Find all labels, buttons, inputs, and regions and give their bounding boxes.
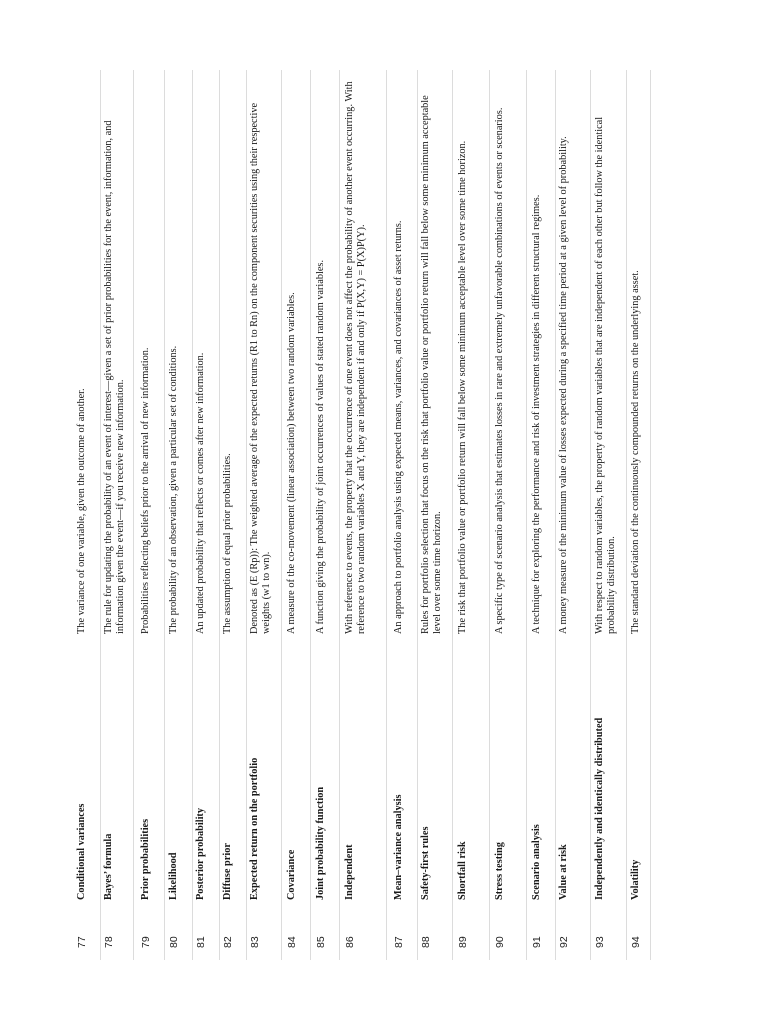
definition: The standard deviation of the continuously compounded returns on the underlying asset. xyxy=(630,270,641,634)
table-row xyxy=(195,70,220,960)
definition: An approach to portfolio analysis using expected means, variances, and covariances of asset returns. xyxy=(393,220,404,634)
row-number: 86 xyxy=(344,936,356,948)
table-row xyxy=(558,70,591,960)
term: Volatility xyxy=(630,859,641,900)
definition: A specific type of scenario analysis that estimates losses in rare and extremely unfavorable combinations of events or scenarios. xyxy=(494,107,505,634)
definition: Denoted as (E (Rp)): The weighted average of the expected returns (R1 to Rn) on the component securities using their respective weights (w1 to wn). xyxy=(249,102,272,634)
table-row xyxy=(531,70,556,960)
row-number: 82 xyxy=(222,936,234,948)
term: Safety-first rules xyxy=(420,826,431,900)
definition: An updated probability that reflects or comes after new information. xyxy=(195,352,206,634)
definition: The probability of an observation, given a particular set of conditions. xyxy=(168,345,179,634)
table-row xyxy=(103,70,134,960)
definition: The assumption of equal prior probabilities. xyxy=(222,453,233,634)
term: Covariance xyxy=(286,849,297,900)
table-row xyxy=(393,70,418,960)
row-number: 84 xyxy=(286,936,298,948)
table-row xyxy=(222,70,247,960)
term: Scenario analysis xyxy=(531,824,542,900)
table-row xyxy=(457,70,490,960)
row-number: 94 xyxy=(630,936,642,948)
table-row xyxy=(494,70,527,960)
definition: The risk that portfolio value or portfolio return will fall below some minimum acceptable level over some time horizon. xyxy=(457,140,468,634)
definition: A measure of the co-movement (linear association) between two random variables. xyxy=(286,292,297,634)
row-number: 90 xyxy=(494,936,506,948)
table-row xyxy=(286,70,311,960)
glossary-table xyxy=(64,70,654,960)
row-number: 83 xyxy=(249,936,261,948)
term: Stress testing xyxy=(494,842,505,900)
definition: Rules for portfolio selection that focus on the risk that portfolio value or portfolio return will fall below some minimum acceptable level over some time horizon. xyxy=(420,95,443,634)
term: Independent xyxy=(344,844,355,900)
table-row xyxy=(140,70,165,960)
definition: The rule for updating the probability of an event of interest—given a set of prior probabilities for the event, information, and information given the event—if you receive new information. xyxy=(103,120,126,634)
term: Posterior probability xyxy=(195,807,206,900)
term: Diffuse prior xyxy=(222,843,233,900)
term: Bayes’ formula xyxy=(103,833,114,900)
term: Prior probabilities xyxy=(140,818,151,900)
definition: The variance of one variable, given the outcome of another. xyxy=(76,388,87,634)
term: Shortfall risk xyxy=(457,841,468,900)
definition: A money measure of the minimum value of losses expected during a specified time period at a given level of probability. xyxy=(558,136,569,634)
definition: With reference to events, the property that the occurrence of one event does not affect the probability of another event occurring. With reference to two random variables X and Y, they are independent if and only if P(X,Y) = P(X)P(Y). xyxy=(344,81,367,634)
table-row xyxy=(344,70,387,960)
row-number: 78 xyxy=(103,936,115,948)
definition: A technique for exploring the performance and risk of investment strategies in different structural regimes. xyxy=(531,194,542,634)
row-number: 85 xyxy=(315,936,327,948)
table-row xyxy=(168,70,193,960)
table-row xyxy=(76,70,101,960)
term: Conditional variances xyxy=(76,803,87,900)
table-row xyxy=(594,70,627,960)
definition: With respect to random variables, the property of random variables that are independent of each other but follow the identical probability distribution. xyxy=(594,116,617,634)
row-number: 77 xyxy=(76,936,88,948)
definition: Probabilities reflecting beliefs prior to the arrival of new information. xyxy=(140,347,151,634)
row-number: 79 xyxy=(140,936,152,948)
row-number: 81 xyxy=(195,936,207,948)
row-number: 88 xyxy=(420,936,432,948)
table-row xyxy=(420,70,453,960)
term: Mean–variance analysis xyxy=(393,794,404,900)
term: Independently and identically distributed xyxy=(594,717,605,900)
term: Value at risk xyxy=(558,844,569,900)
row-number: 91 xyxy=(531,936,543,948)
table-row xyxy=(315,70,340,960)
row-number: 93 xyxy=(594,936,606,948)
row-number: 92 xyxy=(558,936,570,948)
row-number: 89 xyxy=(457,936,469,948)
table-row xyxy=(249,70,282,960)
definition: A function giving the probability of joint occurrences of values of stated random variables. xyxy=(315,259,326,634)
term: Expected return on the portfolio xyxy=(249,757,260,900)
term: Likelihood xyxy=(168,852,179,900)
row-number: 80 xyxy=(168,936,180,948)
term: Joint probability function xyxy=(315,786,326,900)
table-row xyxy=(630,70,651,960)
row-number: 87 xyxy=(393,936,405,948)
